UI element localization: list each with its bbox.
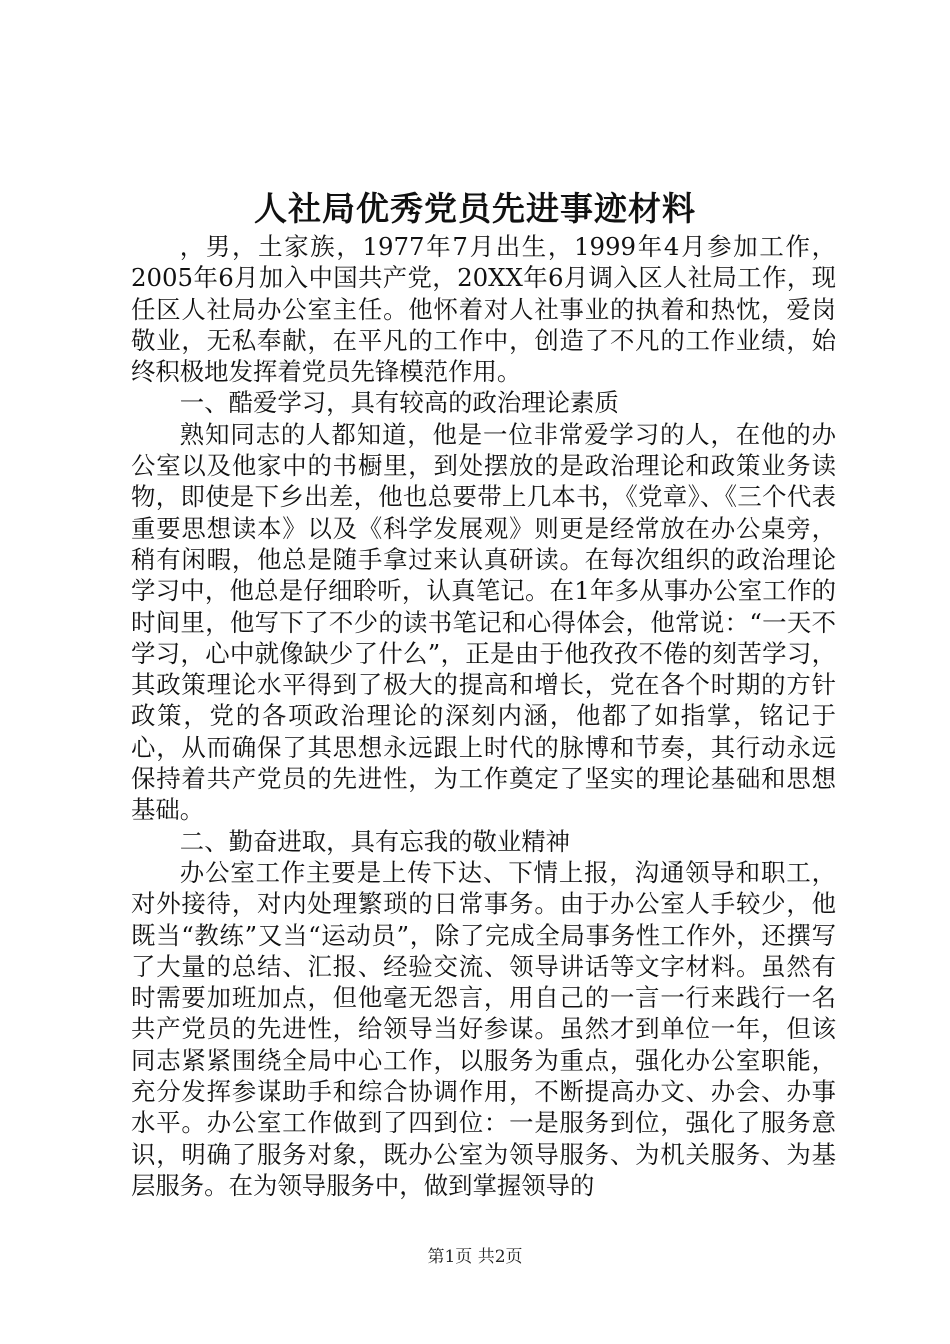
paragraph-work: 办公室工作主要是上传下达、下情上报，沟通领导和职工，对外接待，对内处理繁琐的日常事务。由于办公室人手较少，他既当“教练”又当“运动员”，除了完成全局事务性工作外，还撰写了大量的总结、汇报、经验交流、领导讲话等文字材料。虽然有时需要加班加点，但他毫无怨言，用自己的一言一行来践行一名共产党员的先进性，给领导当好参谋。虽然才到单位一年，但该同志紧紧围绕全局中心工作，以服务为重点，强化办公室职能，充分发挥参谋助手和综合协调作用，不断提高办文、办会、办事水平。办公室工作做到了四到位：一是服务到位，强化了服务意识，明确了服务对象，既办公室为领导服务、为机关服务、为基层服务。在为领导服务中，做到掌握领导的 xyxy=(131,857,836,1200)
section-heading-2: 二、勤奋进取，具有忘我的敬业精神 xyxy=(179,826,571,856)
section-heading-1: 一、酷爱学习，具有较高的政治理论素质 xyxy=(179,388,619,418)
paragraph-intro: ，男，土家族，1977年7月出生，1999年4月参加工作，2005年6月加入中国共产党，20XX年6月调入区人社局工作，现任区人社局办公室主任。他怀着对人社事业的执着和热忱，爱岗敬业，无私奉献，在平凡的工作中，创造了不凡的工作业绩，始终积极地发挥着党员先锋模范作用。 xyxy=(131,232,836,387)
page-number-footer: 第1页 共2页 xyxy=(427,1247,523,1267)
document-title: 人社局优秀党员先进事迹材料 xyxy=(254,189,696,228)
document-body xyxy=(131,231,836,1201)
paragraph-study: 熟知同志的人都知道，他是一位非常爱学习的人，在他的办公室以及他家中的书橱里，到处摆放的是政治理论和政策业务读物，即使是下乡出差，他也总要带上几本书，《党章》、《三个代表重要思想读本》以及《科学发展观》则更是经常放在办公桌旁，稍有闲暇，他总是随手拿过来认真研读。在每次组织的政治理论学习中，他总是仔细聆听，认真笔记。在1年多从事办公室工作的时间里，他写下了不少的读书笔记和心得体会，他常说：“一天不学习，心中就像缺少了什么”，正是由于他孜孜不倦的刻苦学习，其政策理论水平得到了极大的提高和增长，党在各个时期的方针政策，党的各项政治理论的深刻内涵，他都了如指掌，铭记于心，从而确保了其思想永远跟上时代的脉博和节奏，其行动永远保持着共产党员的先进性，为工作奠定了坚实的理论基础和思想基础。 xyxy=(131,419,836,825)
